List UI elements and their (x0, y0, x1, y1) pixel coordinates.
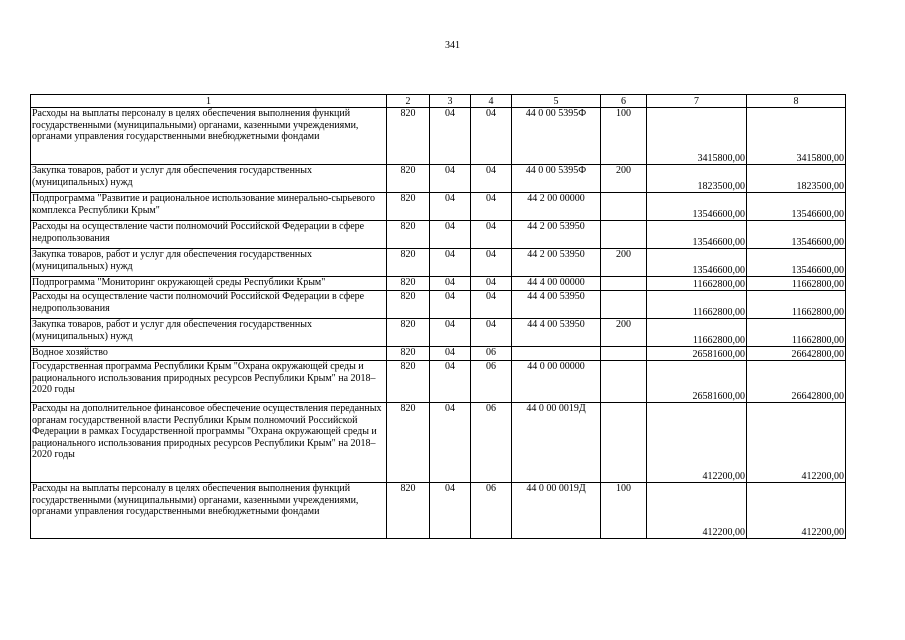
cell-target-article: 44 2 00 00000 (512, 193, 601, 221)
cell-description: Закупка товаров, работ и услуг для обеспечения государственных (муниципальных) нужд (31, 249, 387, 277)
cell-target-article: 44 0 00 0019Д (512, 403, 601, 483)
cell-amount-2019: 13546600,00 (647, 249, 747, 277)
cell-description: Расходы на дополнительное финансовое обеспечение осуществления переданных органам государственной власти Республики Крым полномочий Российской Федерации в рамках Государственной программы "Охрана окружающей среды и рационального использования природных ресурсов Республики Крым" на 2018–2020 годы (31, 403, 387, 483)
cell-description: Водное хозяйство (31, 347, 387, 361)
cell-amount-2020: 11662800,00 (747, 277, 846, 291)
cell-subsection: 04 (471, 193, 512, 221)
cell-section: 04 (430, 403, 471, 483)
cell-expense-type (601, 221, 647, 249)
table-row (31, 483, 846, 539)
table-row (31, 291, 846, 319)
cell-subsection: 04 (471, 319, 512, 347)
table-row (31, 221, 846, 249)
cell-amount-2020: 13546600,00 (747, 193, 846, 221)
cell-amount-2019: 26581600,00 (647, 347, 747, 361)
cell-description: Закупка товаров, работ и услуг для обеспечения государственных (муниципальных) нужд (31, 165, 387, 193)
cell-amount-2019: 1823500,00 (647, 165, 747, 193)
cell-amount-2020: 412200,00 (747, 403, 846, 483)
cell-subsection: 04 (471, 291, 512, 319)
cell-section: 04 (430, 249, 471, 277)
table-row (31, 361, 846, 403)
header-cell: 3 (430, 95, 471, 108)
cell-section: 04 (430, 108, 471, 165)
cell-amount-2019: 412200,00 (647, 403, 747, 483)
cell-amount-2019: 13546600,00 (647, 193, 747, 221)
cell-subsection: 06 (471, 361, 512, 403)
page-number: 341 (445, 40, 460, 51)
cell-admin-code: 820 (387, 108, 430, 165)
cell-description: Расходы на осуществление части полномочий Российской Федерации в сфере недропользования (31, 221, 387, 249)
cell-expense-type: 200 (601, 319, 647, 347)
cell-amount-2019: 11662800,00 (647, 319, 747, 347)
table-row (31, 193, 846, 221)
cell-amount-2019: 26581600,00 (647, 361, 747, 403)
cell-amount-2020: 13546600,00 (747, 249, 846, 277)
header-cell: 8 (747, 95, 846, 108)
header-cell: 7 (647, 95, 747, 108)
cell-amount-2019: 11662800,00 (647, 291, 747, 319)
cell-admin-code: 820 (387, 193, 430, 221)
cell-amount-2020: 26642800,00 (747, 361, 846, 403)
cell-admin-code: 820 (387, 403, 430, 483)
cell-section: 04 (430, 347, 471, 361)
cell-amount-2019: 412200,00 (647, 483, 747, 539)
table-row (31, 319, 846, 347)
cell-admin-code: 820 (387, 291, 430, 319)
header-cell: 2 (387, 95, 430, 108)
cell-section: 04 (430, 221, 471, 249)
cell-amount-2019: 3415800,00 (647, 108, 747, 165)
table-row (31, 108, 846, 165)
table-row (31, 347, 846, 361)
cell-admin-code: 820 (387, 319, 430, 347)
table-header-row (31, 95, 846, 108)
cell-subsection: 04 (471, 108, 512, 165)
table-row (31, 403, 846, 483)
cell-admin-code: 820 (387, 249, 430, 277)
cell-expense-type (601, 193, 647, 221)
cell-section: 04 (430, 277, 471, 291)
cell-description: Расходы на осуществление части полномочий Российской Федерации в сфере недропользования (31, 291, 387, 319)
cell-subsection: 04 (471, 277, 512, 291)
cell-section: 04 (430, 319, 471, 347)
cell-section: 04 (430, 291, 471, 319)
cell-target-article: 44 0 00 00000 (512, 361, 601, 403)
cell-admin-code: 820 (387, 361, 430, 403)
cell-amount-2020: 11662800,00 (747, 291, 846, 319)
cell-admin-code: 820 (387, 221, 430, 249)
cell-subsection: 06 (471, 483, 512, 539)
cell-expense-type: 200 (601, 249, 647, 277)
cell-expense-type: 100 (601, 108, 647, 165)
cell-description: Закупка товаров, работ и услуг для обеспечения государственных (муниципальных) нужд (31, 319, 387, 347)
cell-section: 04 (430, 165, 471, 193)
budget-table (30, 94, 846, 539)
cell-expense-type (601, 361, 647, 403)
cell-target-article: 44 2 00 53950 (512, 221, 601, 249)
header-cell: 5 (512, 95, 601, 108)
cell-admin-code: 820 (387, 277, 430, 291)
cell-admin-code: 820 (387, 347, 430, 361)
cell-section: 04 (430, 193, 471, 221)
header-cell: 6 (601, 95, 647, 108)
cell-amount-2020: 11662800,00 (747, 319, 846, 347)
cell-amount-2020: 3415800,00 (747, 108, 846, 165)
cell-description: Подпрограмма "Мониторинг окружающей среды Республики Крым" (31, 277, 387, 291)
cell-section: 04 (430, 483, 471, 539)
cell-amount-2020: 26642800,00 (747, 347, 846, 361)
cell-subsection: 06 (471, 403, 512, 483)
header-cell: 1 (31, 95, 387, 108)
cell-admin-code: 820 (387, 165, 430, 193)
cell-target-article: 44 2 00 53950 (512, 249, 601, 277)
cell-target-article: 44 0 00 0019Д (512, 483, 601, 539)
cell-subsection: 06 (471, 347, 512, 361)
cell-expense-type: 200 (601, 165, 647, 193)
cell-target-article: 44 0 00 5395Ф (512, 108, 601, 165)
cell-amount-2019: 11662800,00 (647, 277, 747, 291)
cell-target-article: 44 4 00 53950 (512, 319, 601, 347)
cell-subsection: 04 (471, 249, 512, 277)
cell-subsection: 04 (471, 165, 512, 193)
cell-expense-type (601, 403, 647, 483)
cell-expense-type: 100 (601, 483, 647, 539)
cell-subsection: 04 (471, 221, 512, 249)
cell-description: Государственная программа Республики Крым "Охрана окружающей среды и рационального использования природных ресурсов Республики Крым" на 2018–2020 годы (31, 361, 387, 403)
cell-amount-2020: 412200,00 (747, 483, 846, 539)
cell-target-article: 44 4 00 53950 (512, 291, 601, 319)
cell-expense-type (601, 347, 647, 361)
cell-target-article: 44 4 00 00000 (512, 277, 601, 291)
cell-admin-code: 820 (387, 483, 430, 539)
cell-description: Расходы на выплаты персоналу в целях обеспечения выполнения функций государственными (муниципальными) органами, казенными учреждениями, органами управления государственными внебюджетными фондами (31, 483, 387, 539)
cell-amount-2019: 13546600,00 (647, 221, 747, 249)
cell-description: Расходы на выплаты персоналу в целях обеспечения выполнения функций государственными (муниципальными) органами, казенными учреждениями, органами управления государственными внебюджетными фондами (31, 108, 387, 165)
cell-expense-type (601, 291, 647, 319)
cell-amount-2020: 13546600,00 (747, 221, 846, 249)
cell-target-article (512, 347, 601, 361)
cell-amount-2020: 1823500,00 (747, 165, 846, 193)
table-row (31, 165, 846, 193)
cell-expense-type (601, 277, 647, 291)
cell-section: 04 (430, 361, 471, 403)
cell-description: Подпрограмма "Развитие и рациональное использование минерально-сырьевого комплекса Республики Крым" (31, 193, 387, 221)
table-row (31, 277, 846, 291)
table-row (31, 249, 846, 277)
cell-target-article: 44 0 00 5395Ф (512, 165, 601, 193)
header-cell: 4 (471, 95, 512, 108)
